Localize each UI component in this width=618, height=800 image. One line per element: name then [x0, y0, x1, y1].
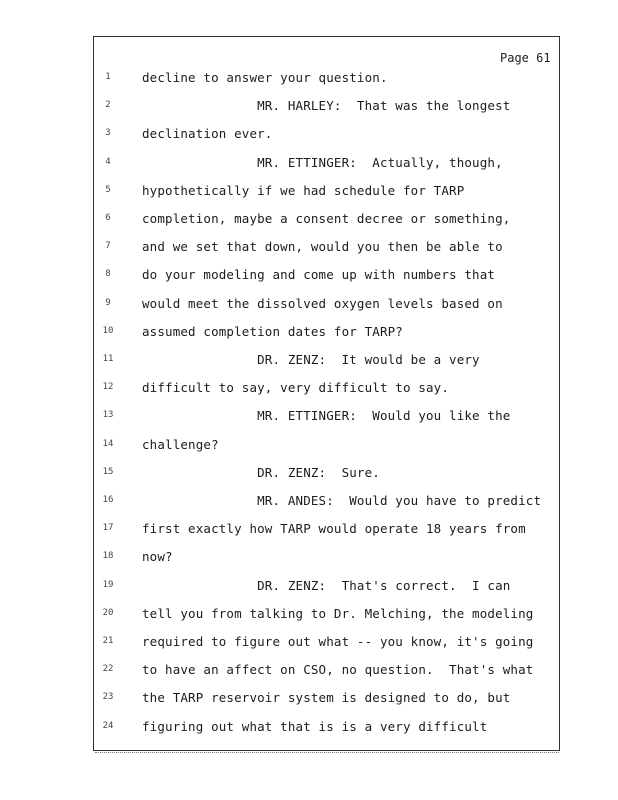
- line-number: 9: [105, 297, 111, 308]
- line-number: 17: [102, 523, 114, 534]
- line-text: the TARP reservoir system is designed to do, but: [142, 690, 511, 706]
- line-number: 2: [105, 100, 111, 111]
- line-text: DR. ZENZ: Sure.: [142, 464, 380, 480]
- line-text: figuring out what that is is a very difficult: [142, 718, 488, 734]
- line-number: 7: [105, 241, 111, 252]
- line-text: tell you from talking to Dr. Melching, the modeling: [142, 605, 534, 621]
- line-number: 13: [102, 410, 114, 421]
- line-text: completion, maybe a consent decree or something,: [142, 211, 511, 226]
- line-number: 23: [102, 692, 114, 703]
- line-number: 10: [102, 325, 114, 336]
- line-number: 24: [102, 720, 114, 731]
- line-number: 6: [105, 213, 111, 223]
- line-text: decline to answer your question.: [142, 70, 388, 85]
- page-number: Page 61: [500, 51, 551, 65]
- line-text: declination ever.: [142, 126, 273, 142]
- line-number: 11: [102, 354, 114, 364]
- line-number: 5: [105, 184, 111, 195]
- line-number: 14: [102, 438, 114, 449]
- line-text: first exactly how TARP would operate 18 years from: [142, 521, 526, 537]
- line-text: MR. ANDES: Would you have to predict: [142, 493, 542, 508]
- line-text: would meet the dissolved oxygen levels based on: [142, 295, 503, 311]
- line-text: MR. ETTINGER: Would you like the: [142, 408, 511, 424]
- line-number: 18: [102, 551, 114, 562]
- line-text: challenge?: [142, 436, 219, 452]
- line-text: hypothetically if we had schedule for TARP: [142, 182, 465, 198]
- line-text: to have an affect on CSO, no question. That's what: [142, 662, 534, 678]
- line-number: 20: [102, 607, 114, 618]
- line-number: 12: [102, 382, 114, 393]
- line-number: 21: [102, 636, 114, 646]
- line-text: DR. ZENZ: It would be a very: [142, 352, 480, 367]
- line-text: now?: [142, 549, 173, 565]
- line-text: and we set that down, would you then be able to: [142, 239, 503, 255]
- line-text: DR. ZENZ: That's correct. I can: [142, 577, 511, 593]
- line-number: 1: [105, 72, 111, 82]
- line-text: do your modeling and come up with numbers that: [142, 267, 496, 283]
- line-number: 15: [102, 466, 114, 477]
- line-number: 19: [102, 579, 114, 590]
- bottom-divider: [95, 752, 559, 753]
- line-number: 8: [105, 269, 111, 280]
- line-text: required to figure out what -- you know, it's going: [142, 634, 534, 649]
- line-text: MR. HARLEY: That was the longest: [142, 98, 511, 114]
- line-text: assumed completion dates for TARP?: [142, 323, 403, 339]
- line-number: 16: [102, 495, 114, 505]
- line-number: 22: [102, 664, 114, 675]
- line-number: 4: [105, 156, 111, 167]
- line-number: 3: [105, 128, 111, 139]
- line-text: MR. ETTINGER: Actually, though,: [142, 154, 503, 170]
- line-text: difficult to say, very difficult to say.: [142, 380, 450, 396]
